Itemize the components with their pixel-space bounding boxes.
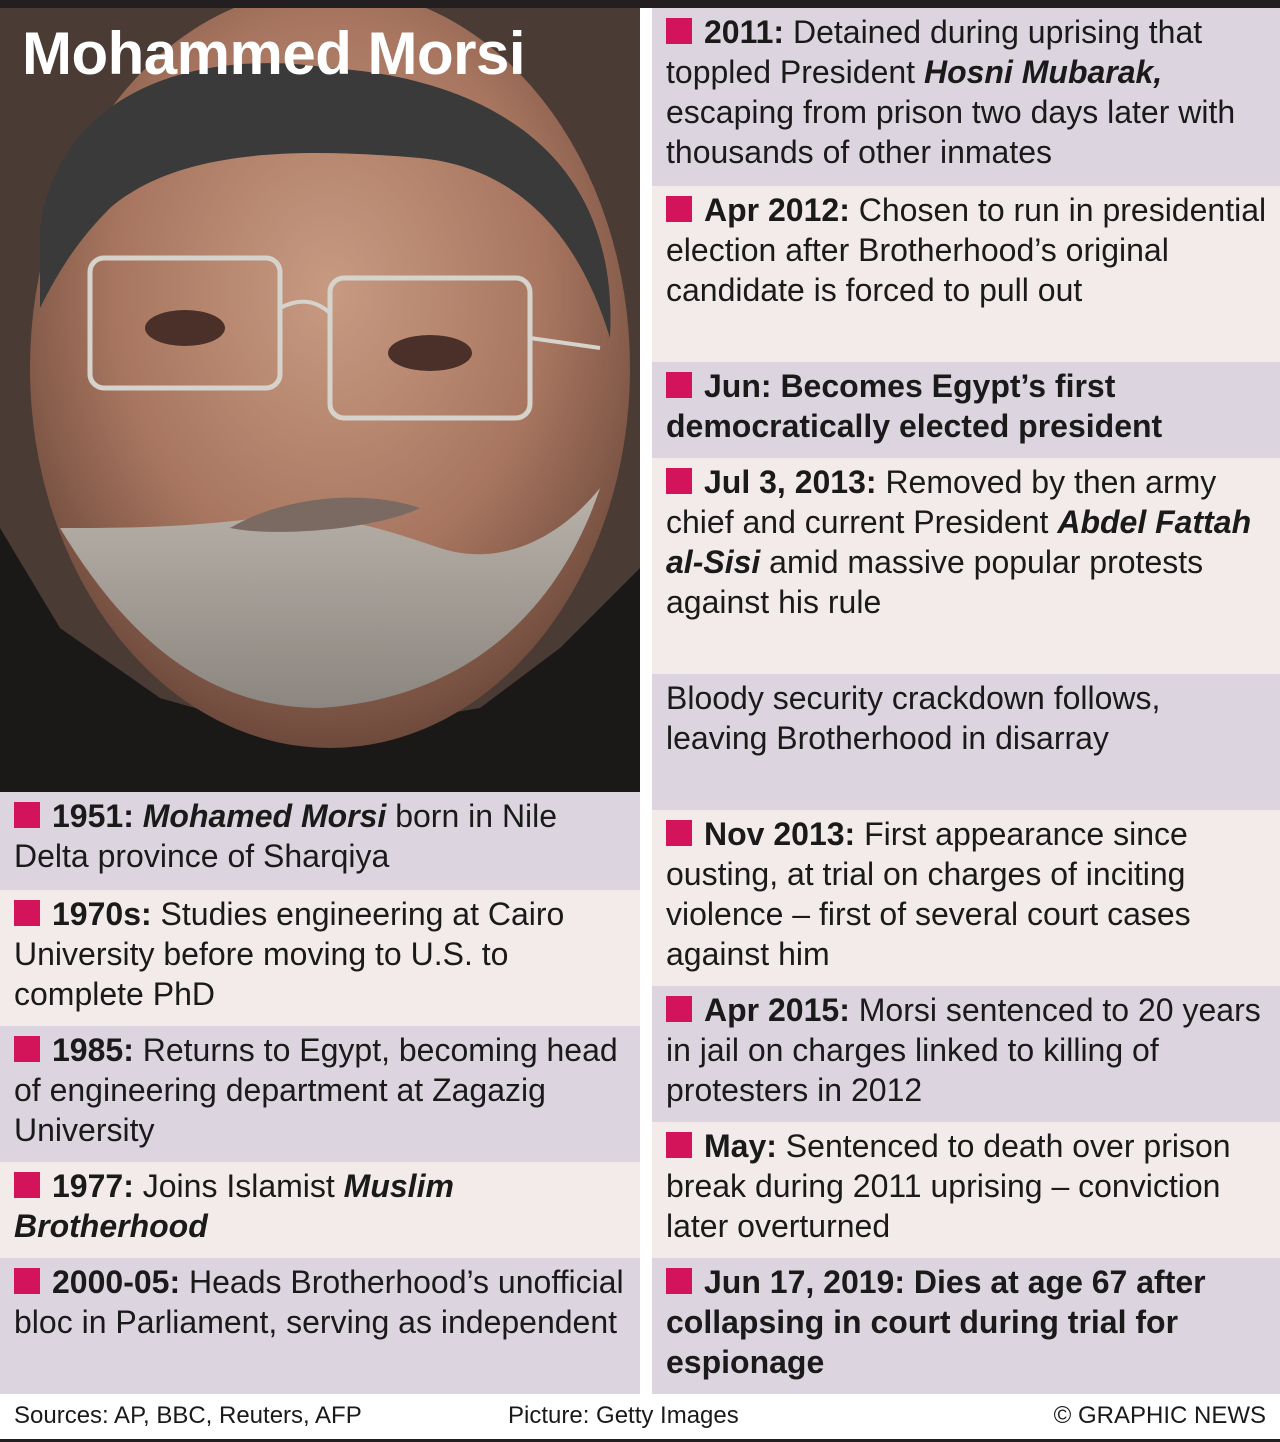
timeline-entry-1951 [0,792,640,890]
entry-text: Removed by then army chief and current President [666,464,1217,540]
timeline-entry-apr-2015 [652,986,1280,1122]
entry-date: May: [704,1128,777,1164]
entry-date: Apr 2015: [704,992,850,1028]
bullet-marker [666,196,692,222]
entry-date: 1951: [52,798,134,834]
bullet-marker [14,1172,40,1198]
portrait-photo [0,8,640,792]
entry-text: Heads Brotherhood’s unofficial bloc in Parliament, serving as independent [14,1264,624,1340]
bullet-marker [666,1132,692,1158]
bullet-marker [14,802,40,828]
timeline-entry-1985 [0,1026,640,1162]
entry-date: Apr 2012: [704,192,850,228]
entry-text: amid massive popular protests against his rule [666,544,1204,620]
copyright-credit: © GRAPHIC NEWS [1053,1402,1266,1429]
entry-text: Jun 17, 2019: Dies at age 67 after collapsing in court during trial for espionage [666,1264,1206,1380]
timeline-entry-may-2015 [652,1122,1280,1258]
entry-text [134,798,143,834]
bullet-marker [666,372,692,398]
timeline-entry-1970s [0,890,640,1026]
entry-name: Hosni Mubarak, [923,54,1163,90]
column-divider [640,8,652,1394]
timeline-entry-1977 [0,1162,640,1258]
entry-date: 1970s: [52,896,152,932]
picture-credit: Picture: Getty Images [508,1402,739,1429]
bullet-marker [14,900,40,926]
timeline-entry-jun-2019 [652,1258,1280,1394]
sources-credit: Sources: AP, BBC, Reuters, AFP [14,1402,362,1429]
entry-text: Detained during uprising that toppled President [666,14,1203,90]
timeline-entry-2000-05 [0,1258,640,1394]
timeline-entry-crackdown [652,674,1280,810]
bullet-marker [14,1268,40,1294]
entry-date: Jun: [704,368,772,404]
entry-date: Jul 3, 2013: [704,464,877,500]
entry-text: Returns to Egypt, becoming head of engineering department at Zagazig University [14,1032,618,1148]
page-title: Mohammed Morsi [22,20,526,87]
entry-name: Muslim Brotherhood [14,1168,454,1244]
bullet-marker [666,18,692,44]
entry-text: Studies engineering at Cairo University before moving to U.S. to complete PhD [14,896,565,1012]
entry-date: Nov 2013: [704,816,856,852]
entry-text: Bloody security crackdown follows, leaving Brotherhood in disarray [666,680,1161,756]
timeline-entry-jul-2013 [652,458,1280,674]
entry-date: 2000-05: [52,1264,181,1300]
entry-text: First appearance since ousting, at trial on charges of inciting violence – first of several court cases against him [666,816,1191,972]
timeline-entry-2011 [652,8,1280,186]
entry-date: 1977: [52,1168,134,1204]
entry-text: born in Nile Delta province of Sharqiya [14,798,558,874]
top-rule [0,0,1280,8]
entry-text: Morsi sentenced to 20 years in jail on charges linked to killing of protesters in 2012 [666,992,1261,1108]
timeline-entry-jun-2012 [652,362,1280,458]
bullet-marker [666,468,692,494]
timeline-entry-nov-2013 [652,810,1280,986]
bullet-marker [14,1036,40,1062]
timeline-entry-apr-2012 [652,186,1280,362]
entry-text: Joins Islamist [133,1168,344,1204]
entry-text: Chosen to run in presidential election after Brotherhood’s original candidate is forced to pull out [666,192,1267,308]
entry-text: escaping from prison two days later with thousands of other inmates [666,94,1236,170]
bullet-marker [666,996,692,1022]
entry-date: 2011: [704,14,785,50]
entry-name: Mohamed Morsi [142,798,387,834]
bullet-marker [666,820,692,846]
portrait-illustration [0,8,640,792]
entry-date: 1985: [52,1032,134,1068]
bullet-marker [666,1268,692,1294]
footer [0,1394,1280,1442]
entry-text: Sentenced to death over prison break during 2011 uprising – conviction later overturned [666,1128,1231,1244]
entry-name: Abdel Fattah al-Sisi [666,504,1252,580]
entry-text: Becomes Egypt’s first democratically elected president [666,368,1163,444]
